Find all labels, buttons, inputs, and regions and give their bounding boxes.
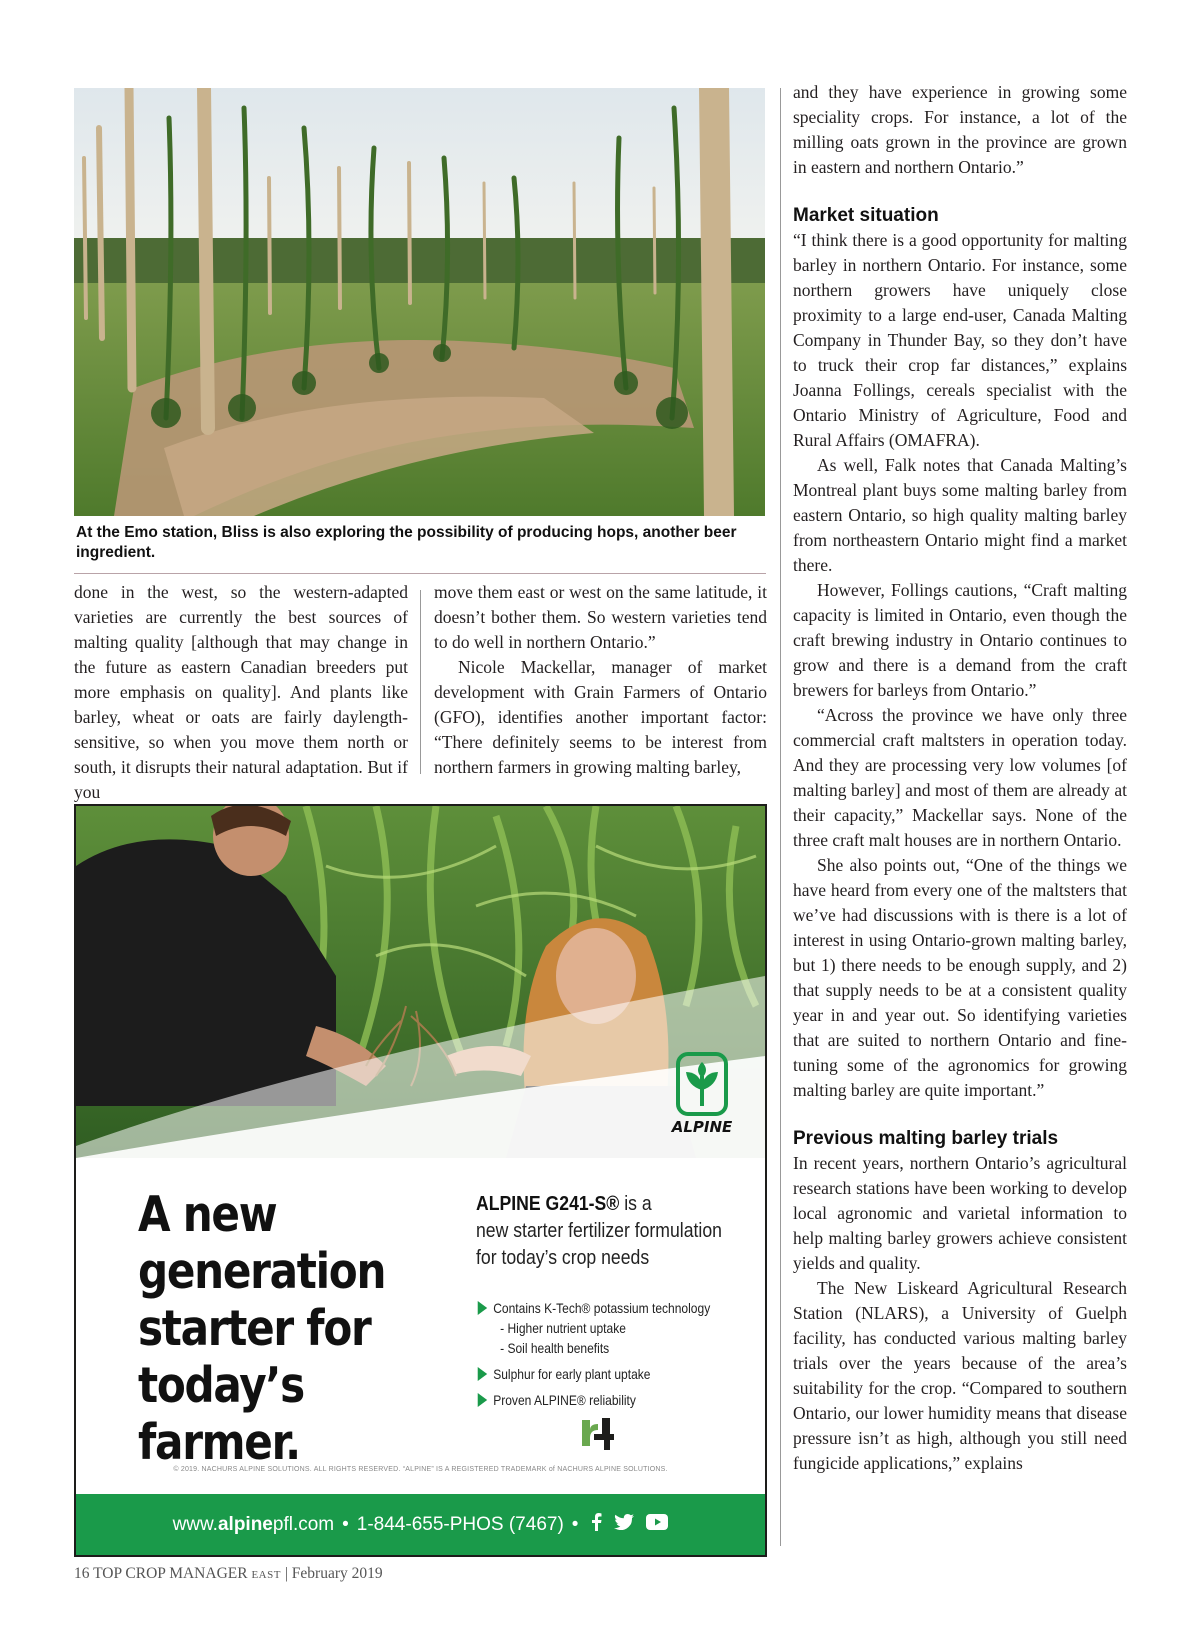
column-divider	[420, 590, 421, 774]
article-column-left	[74, 580, 408, 805]
paragraph: “I think there is a good opportunity for malting barley in northern Ontario. For instance, some northern growers have uniquely close proximity to a large end-user, Canada Malting Company in Thunder Bay, so they don’t have to truck their crop far distances,” explains Joanna Follings, cereals specialist with the Ontario Ministry of Agriculture, Food and Rural Affairs (OMAFRA).	[793, 230, 1127, 450]
website-link[interactable]	[173, 1514, 335, 1536]
headline-line: today’s farmer.	[138, 1357, 304, 1471]
phone-number[interactable]: 1-844-655-PHOS (7467)	[356, 1513, 564, 1535]
feature-item	[476, 1364, 734, 1384]
separator: •	[342, 1513, 349, 1535]
paragraph: and they have experience in growing some speciality crops. For instance, a lot of the milling oats grown in the province are grown in eastern and northern Ontario.”	[793, 82, 1127, 177]
headline-line: A new	[138, 1186, 277, 1243]
alpine-logo-text: ALPINE	[671, 1118, 733, 1136]
product-text: is a	[619, 1192, 652, 1215]
page-number: 16	[74, 1565, 90, 1582]
sub-feature: - Higher nutrient uptake	[476, 1318, 734, 1338]
ad-feature-list	[476, 1292, 734, 1410]
magazine-edition: EAST	[251, 1569, 281, 1581]
url-part: www.	[172, 1513, 218, 1535]
page-footer	[74, 1565, 383, 1583]
paragraph: “Across the province we have only three commercial craft maltsters in operation today. And they are processing very low volumes [of malting barley] and most of them are already at their capacity,” Mackellar says. None of the three craft malt houses are in northern Ontario.	[793, 705, 1127, 850]
paragraph: The New Liskeard Agricultural Research Station (NLARS), a University of Guelph facility, has conducted various malting barley trials over the years because of the area’s suitability for the crop. “Compared to southern Ontario, our lower humidity means that disease pressure isn’t as high, although you still need fungicide applications,” explains	[793, 1278, 1127, 1473]
product-text: for today’s crop needs	[476, 1246, 650, 1269]
issue-date: | February 2019	[284, 1565, 383, 1582]
alpine-advertisement[interactable]	[74, 804, 767, 1557]
paragraph: Nicole Mackellar, manager of market development with Grain Farmers of Ontario (GFO), identifies another important factor: “There definitely seems to be interest from northern farmers in growing malting barley,	[434, 657, 767, 777]
feature-item	[476, 1298, 734, 1318]
ad-headline	[138, 1186, 422, 1471]
column-divider	[780, 88, 781, 1546]
product-name: ALPINE G241-S®	[476, 1192, 620, 1215]
section-heading-previous-trials: Previous malting barley trials	[793, 1128, 1059, 1149]
paragraph: She also points out, “One of the things we have heard from every one of the maltsters that we’ve had discussions with is there is a lot of interest in using Ontario-grown malting barley, but 1) there needs to be enough supply, and 2) that supply needs to be at a consistent quality year in and year out. So identifying varieties that are suited to northern Ontario and fine-tuning some of the agronomics for growing malting barley are quite important.”	[793, 855, 1127, 1100]
separator: •	[571, 1513, 579, 1535]
section-heading-market-situation: Market situation	[793, 205, 939, 226]
product-text: new starter fertilizer formulation	[476, 1219, 722, 1242]
ad-legal-notice: © 2019. NACHURS ALPINE SOLUTIONS. ALL RIGHTS RESERVED. “ALPINE” IS A REGISTERED TRADEMARK of NACHURS ALPINE SOLUTIONS.	[173, 1466, 668, 1473]
article-column-right	[793, 80, 1127, 1476]
paragraph: However, Follings cautions, “Craft malting capacity is limited in Ontario, even though the craft brewing industry in Ontario continues to grow and there is a demand from the craft brewers for barleys from Ontario.”	[793, 580, 1127, 700]
ad-product-description	[476, 1190, 725, 1271]
twitter-icon[interactable]	[614, 1514, 634, 1536]
paragraph: move them east or west on the same latitude, it doesn’t bother them. So western varieties tend to do well in northern Ontario.”	[434, 582, 767, 652]
headline-line: starter for	[138, 1300, 371, 1357]
facebook-icon[interactable]	[590, 1513, 602, 1537]
url-part: pfl.com	[272, 1513, 335, 1535]
feature-text: Proven ALPINE® reliability	[493, 1392, 636, 1408]
feature-item	[476, 1390, 734, 1410]
sub-feature: - Soil health benefits	[476, 1338, 734, 1358]
feature-text: Sulphur for early plant uptake	[493, 1366, 651, 1382]
paragraph: In recent years, northern Ontario’s agricultural research stations have been working to develop local agronomic and varietal information to help malting barley growers achieve consistent yields and quality.	[793, 1153, 1127, 1273]
url-part: alpine	[217, 1513, 273, 1535]
headline-line: generation	[138, 1243, 386, 1300]
youtube-icon[interactable]	[646, 1514, 668, 1536]
feature-text: Contains K-Tech® potassium technology	[493, 1300, 711, 1316]
bullet-triangle-icon	[478, 1393, 487, 1407]
ad-contact-bar[interactable]	[76, 1494, 765, 1555]
bullet-triangle-icon	[478, 1367, 487, 1381]
bullet-triangle-icon	[478, 1301, 487, 1315]
hop-yard-photo	[74, 88, 765, 516]
alpine-leaf-logo	[660, 1050, 744, 1140]
article-column-middle	[434, 580, 767, 780]
paragraph: As well, Falk notes that Canada Malting’s Montreal plant buys some malting barley from eastern Ontario, so high quality malting barley from northeastern Ontario might find a market there.	[793, 455, 1127, 575]
magazine-name: TOP CROP MANAGER	[93, 1565, 248, 1582]
r4-logo	[578, 1414, 616, 1452]
caption-divider	[74, 573, 766, 574]
photo-caption: At the Emo station, Bliss is also exploring the possibility of producing hops, another beer ingredient.	[76, 524, 737, 561]
paragraph: done in the west, so the western-adapted varieties are currently the best sources of malting quality [although that may change in the future as eastern Canadian breeders put more emphasis on quality]. And plants like barley, wheat or oats are fairly daylength-sensitive, so when you move them north or south, it disrupts their natural adaptation. But if you	[74, 582, 408, 802]
